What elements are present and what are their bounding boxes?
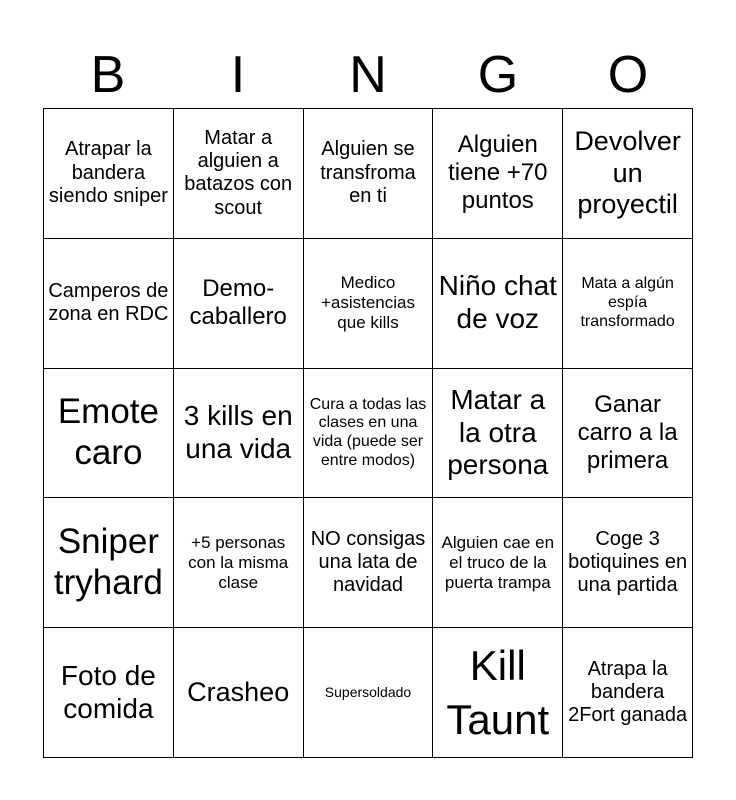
header-letter-i: I — [230, 46, 246, 104]
bingo-cell-r1c4[interactable]: Alguien tiene +70 puntos — [433, 109, 563, 239]
bingo-cell-r5c3[interactable]: Supersoldado — [304, 628, 434, 758]
header-letter-n: N — [349, 46, 387, 104]
bingo-cell-r5c2[interactable]: Crasheo — [174, 628, 304, 758]
bingo-cell-r3c1[interactable]: Emote caro — [44, 369, 174, 499]
bingo-cell-r4c5[interactable]: Coge 3 botiquines en una partida — [563, 498, 693, 628]
bingo-cell-r1c5[interactable]: Devolver un proyectil — [563, 109, 693, 239]
bingo-cell-r5c1[interactable]: Foto de comida — [44, 628, 174, 758]
bingo-cell-r2c1[interactable]: Camperos de zona en RDC — [44, 239, 174, 369]
bingo-cell-r3c3[interactable]: Cura a todas las clases en una vida (puede ser entre modos) — [304, 369, 434, 499]
header-letter-g: G — [477, 46, 519, 104]
bingo-cell-r3c5[interactable]: Ganar carro a la primera — [563, 369, 693, 499]
bingo-cell-r1c3[interactable]: Alguien se transfroma en ti — [304, 109, 434, 239]
bingo-cell-r4c1[interactable]: Sniper tryhard — [44, 498, 174, 628]
bingo-cell-r1c2[interactable]: Matar a alguien a batazos con scout — [174, 109, 304, 239]
bingo-cell-r4c2[interactable]: +5 personas con la misma clase — [174, 498, 304, 628]
header-letter-o: O — [607, 46, 649, 104]
bingo-cell-r4c3[interactable]: NO consigas una lata de navidad — [304, 498, 434, 628]
bingo-cell-r2c3[interactable]: Medico +asistencias que kills — [304, 239, 434, 369]
bingo-cell-r5c4[interactable]: Kill Taunt — [433, 628, 563, 758]
bingo-header — [43, 42, 693, 108]
bingo-cell-r2c5[interactable]: Mata a algún espía transformado — [563, 239, 693, 369]
bingo-cell-r2c2[interactable]: Demo-caballero — [174, 239, 304, 369]
bingo-cell-r4c4[interactable]: Alguien cae en el truco de la puerta trampa — [433, 498, 563, 628]
header-letter-b: B — [90, 46, 126, 104]
bingo-cell-r3c2[interactable]: 3 kills en una vida — [174, 369, 304, 499]
bingo-cell-r1c1[interactable]: Atrapar la bandera siendo sniper — [44, 109, 174, 239]
bingo-cell-r2c4[interactable]: Niño chat de voz — [433, 239, 563, 369]
bingo-cell-r3c4[interactable]: Matar a la otra persona — [433, 369, 563, 499]
bingo-cell-r5c5[interactable]: Atrapa la bandera 2Fort ganada — [563, 628, 693, 758]
bingo-board — [43, 108, 693, 758]
